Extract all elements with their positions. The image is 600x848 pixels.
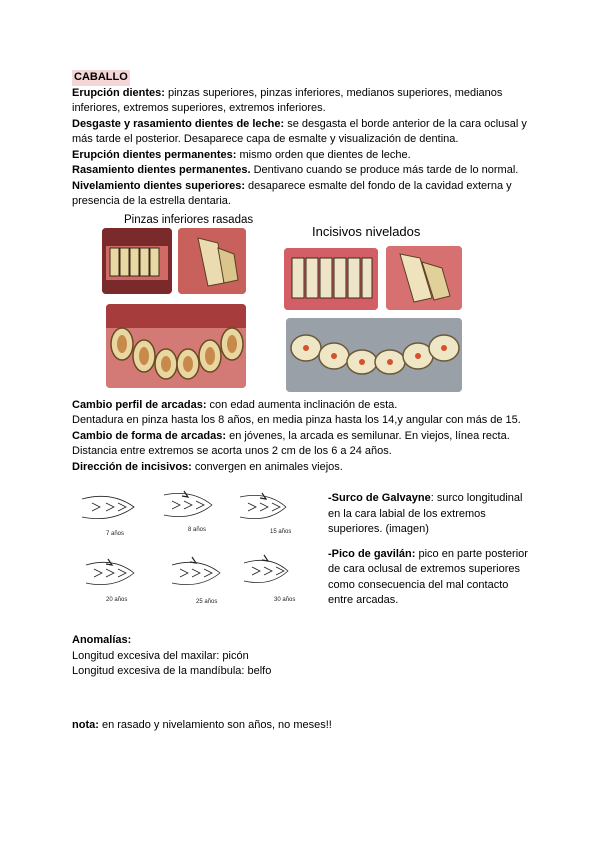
- profile-drawing-20: [86, 559, 134, 585]
- teeth-photos: [72, 214, 532, 392]
- photo-side-teeth-2: [386, 246, 462, 310]
- note-pico-gavilan: -Pico de gavilán: pico en parte posterior de cara oclusal de extremos superiores como consecuencia del mal contacto entre arcadas.: [328, 547, 528, 606]
- caption-incisivos-nivelados: Incisivos nivelados: [312, 223, 421, 239]
- photo-front-teeth-1: [102, 228, 172, 294]
- profile-drawing-25: [172, 557, 220, 585]
- caption-pinzas-rasadas: Pinzas inferiores rasadas: [124, 213, 254, 226]
- incisor-profile-drawings: [72, 485, 322, 619]
- paragraph-desgaste: Desgaste y rasamiento dientes de leche: se desgasta el borde anterior de la cara oclusal y más tarde el posterior. Desaparece capa de esmalte y visualización de dentina.: [72, 117, 527, 145]
- paragraph-nivelamiento: Nivelamiento dientes superiores: desaparece esmalte del fondo de la cavidad externa y presencia de la estrella dentaria.: [72, 179, 512, 207]
- paragraph-dentadura-pinza: Dentadura en pinza hasta los 8 años, en media pinza hasta los 14,y angular con más de 15.: [72, 414, 521, 426]
- anomalies-section: [72, 633, 532, 680]
- age-label-7: 7 años: [106, 531, 125, 537]
- note-surco-galvayne: -Surco de Galvayne: surco longitudinal en la cara labial de los extremos superiores. (imagen): [328, 492, 523, 535]
- paragraph-direccion-incisivos: Dirección de incisivos: convergen en animales viejos.: [72, 460, 343, 473]
- anomaly-picon: Longitud excesiva del maxilar: picón: [72, 649, 249, 662]
- anomaly-belfo: Longitud excesiva de la mandíbula: belfo: [72, 665, 272, 677]
- paragraph-rasamiento: Rasamiento dientes permanentes. Dentivano cuando se produce más tarde de lo normal.: [72, 164, 519, 176]
- paragraph-erupcion-permanentes: Erupción dientes permanentes: mismo orden que dientes de leche.: [72, 148, 411, 161]
- profile-drawing-30: [244, 555, 288, 583]
- intro-paragraphs: [72, 86, 532, 210]
- photo-pinzas-rasadas: [106, 304, 246, 388]
- document-page: [72, 70, 532, 733]
- photo-front-teeth-2: [284, 248, 378, 310]
- page-title: CABALLO: [72, 70, 130, 86]
- photo-side-teeth-1: [178, 228, 246, 294]
- profile-drawing-15: [240, 493, 286, 519]
- age-label-15: 15 años: [270, 529, 292, 535]
- anomalies-heading: Anomalías:: [72, 634, 132, 646]
- photo-incisivos-nivelados: [286, 318, 462, 392]
- paragraph-forma-arcadas: Cambio de forma de arcadas: en jóvenes, la arcada es semilunar. En viejos, línea recta.: [72, 429, 510, 442]
- age-label-8: 8 años: [188, 527, 207, 533]
- profile-drawing-7: [82, 496, 134, 518]
- paragraph-distancia-extremos: Distancia entre extremos se acorta unos 2 cm de los 6 a 24 años.: [72, 445, 392, 457]
- age-label-30: 30 años: [274, 597, 296, 603]
- side-notes: [328, 491, 534, 618]
- section-arcadas: [72, 398, 532, 476]
- age-label-25: 25 años: [196, 599, 218, 605]
- incisor-profiles-section: [72, 485, 532, 619]
- profile-drawing-8: [164, 491, 212, 517]
- paragraph-perfil-arcadas: Cambio perfil de arcadas: con edad aumenta inclinación de esta.: [72, 398, 398, 411]
- paragraph-erupcion: Erupción dientes: pinzas superiores, pinzas inferiores, medianos superiores, medianos inferiores, extremos superiores, extremos inferiores.: [72, 86, 503, 114]
- nota: nota: en rasado y nivelamiento son años, no meses!!: [72, 718, 332, 731]
- age-label-20: 20 años: [106, 597, 128, 603]
